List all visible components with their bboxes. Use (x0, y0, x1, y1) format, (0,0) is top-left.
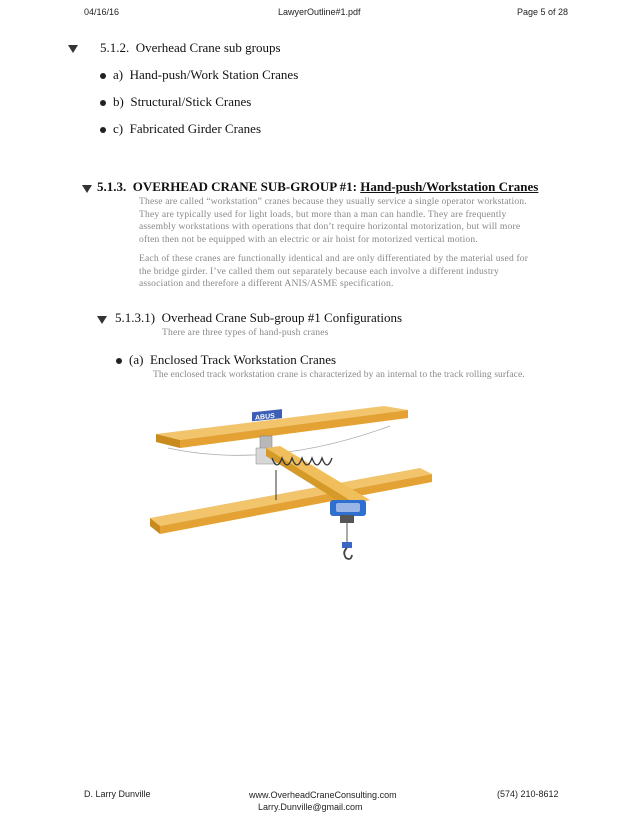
section-513-title: OVERHEAD CRANE SUB-GROUP #1: (132, 179, 358, 194)
header-page-number: Page 5 of 28 (517, 7, 569, 17)
collapse-triangle-icon[interactable] (82, 185, 92, 193)
list-item (113, 94, 251, 110)
list-item-text: Enclosed Track Workstation Cranes (149, 352, 337, 367)
list-item-marker: c) (113, 121, 124, 136)
footer-author: D. Larry Dunville (84, 789, 151, 799)
list-item (129, 352, 336, 368)
section-5131-heading (115, 310, 402, 326)
footer-website[interactable]: www.OverheadCraneConsulting.com (249, 790, 397, 800)
header-filename: LawyerOutline#1.pdf (278, 7, 361, 17)
list-item-text: Fabricated Girder Cranes (129, 121, 261, 136)
collapse-triangle-icon[interactable] (97, 316, 107, 324)
section-5131-title: Overhead Crane Sub-group #1 Configurations (161, 310, 403, 325)
collapse-triangle-icon[interactable] (68, 45, 78, 53)
section-5131-number: 5.1.3.1) (115, 310, 156, 325)
list-item-marker: (a) (129, 352, 144, 367)
section-512-heading (100, 40, 281, 56)
abus-logo: ABUS (255, 412, 275, 422)
list-item-marker: b) (113, 94, 124, 109)
list-item-marker: a) (113, 67, 124, 82)
list-item-text: Structural/Stick Cranes (130, 94, 252, 109)
section-513-title-link[interactable]: Hand-push/Workstation Cranes (360, 179, 539, 194)
workstation-crane-image (150, 400, 440, 580)
bullet-icon (116, 358, 122, 364)
list-item-text: Hand-push/Work Station Cranes (129, 67, 299, 82)
enclosed-track-description: The enclosed track workstation crane is characterized by an internal to the track rolling surface. (153, 369, 525, 380)
header-date: 04/16/16 (84, 7, 120, 17)
bullet-icon (100, 127, 106, 133)
list-item (113, 121, 261, 137)
bullet-icon (100, 100, 106, 106)
bullet-icon (100, 73, 106, 79)
footer-phone: (574) 210-8612 (497, 789, 559, 799)
section-513-heading (97, 179, 538, 195)
section-512-title: Overhead Crane sub groups (135, 40, 281, 55)
footer-email[interactable]: Larry.Dunville@gmail.com (258, 802, 363, 812)
section-513-paragraph-2: Each of these cranes are functionally identical and are only differentiated by the material used for the bridge girder. I’ve called them out separately because each involve a different industry association and therefore a different ANIS/ASME specification. (139, 253, 529, 290)
section-512-number: 5.1.2. (100, 40, 130, 55)
list-item (113, 67, 298, 83)
section-513-paragraph-1: These are called “workstation” cranes because they usually service a single operator workstation. They are typically used for light loads, but more than a man can handle. They are frequently assembly workstations with operations that don’t require horizontal motorization, but will more often then not be equipped with an electric or air hoist for motorized vertical motion. (139, 196, 527, 245)
section-5131-note: There are three types of hand-push cranes (162, 327, 329, 338)
section-513-number: 5.1.3. (97, 179, 127, 194)
